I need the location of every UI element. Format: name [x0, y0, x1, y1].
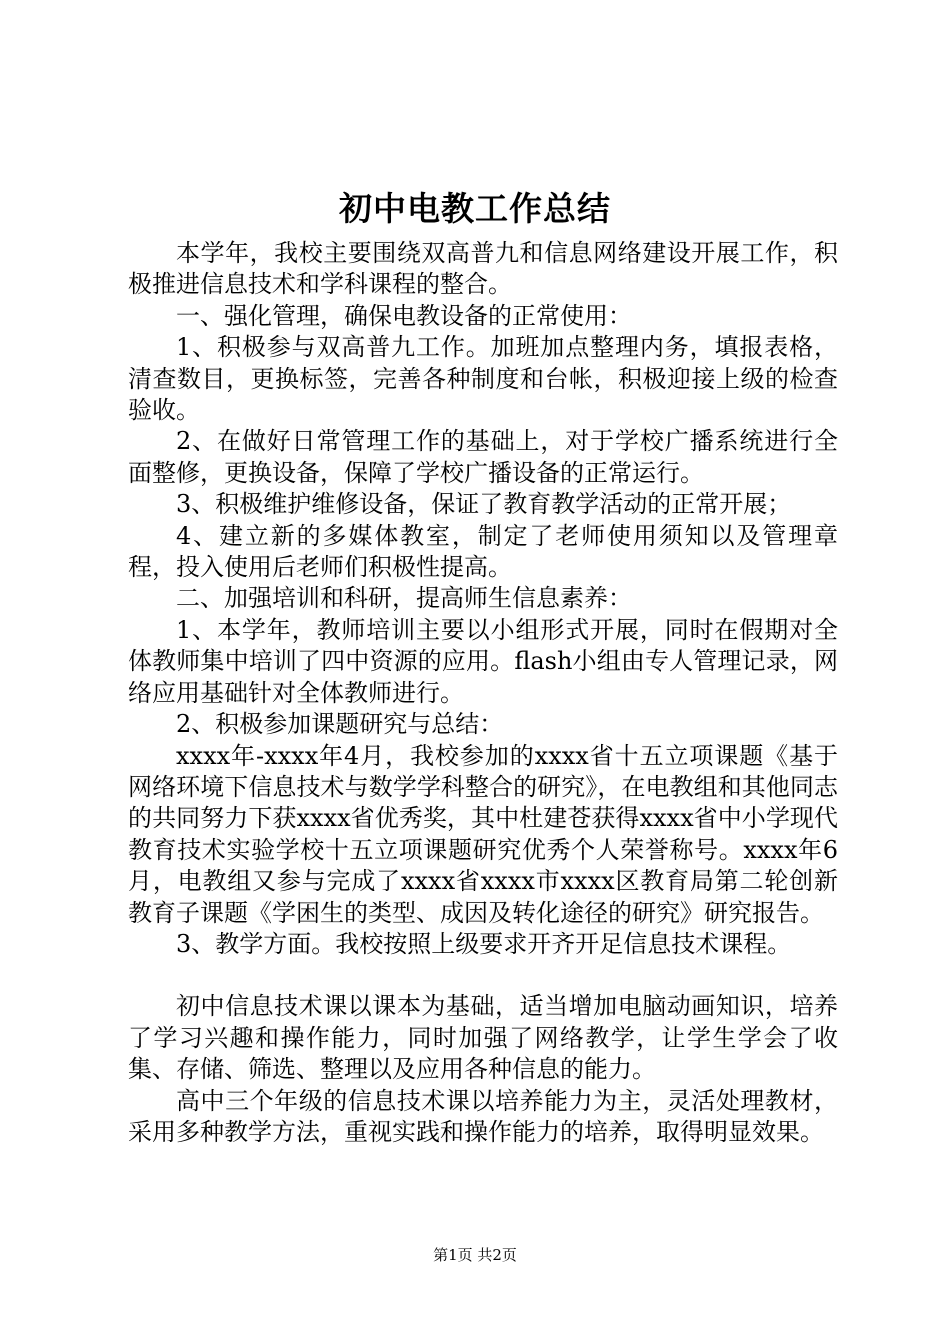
paragraph-item: 1、积极参与双高普九工作。加班加点整理内务，填报表格，清查数目，更换标签，完善各种制度和台帐，积极迎接上级的检查验收。: [128, 333, 838, 425]
paragraph-intro: 本学年，我校主要围绕双高普九和信息网络建设开展工作，积极推进信息技术和学科课程的整合。: [128, 239, 838, 299]
paragraph-item: 1、本学年，教师培训主要以小组形式开展，同时在假期对全体教师集中培训了四中资源的应用。flash小组由专人管理记录，网络应用基础针对全体教师进行。: [128, 615, 838, 707]
blank-line: [128, 960, 838, 991]
document-title: 初中电教工作总结: [339, 189, 611, 228]
paragraph-item: 4、建立新的多媒体教室，制定了老师使用须知以及管理章程，投入使用后老师们积极性提高。: [128, 521, 838, 582]
page-number: 第1页 共2页: [433, 1246, 517, 1264]
paragraph-research: xxxx年-xxxx年4月，我校参加的xxxx省十五立项课题《基于网络环境下信息技术与数学学科整合的研究》，在电教组和其他同志的共同努力下获xxxx省优秀奖，其中杜建苍获得xxxx省中小学现代教育技术实验学校十五立项课题研究优秀个人荣誉称号。xxxx年6月，电教组又参与完成了xxxx省xxxx市xxxx区教育局第二轮创新教育子课题《学困生的类型、成因及转化途径的研究》研究报告。: [128, 741, 838, 927]
paragraph-junior: 初中信息技术课以课本为基础，适当增加电脑动画知识，培养了学习兴趣和操作能力，同时加强了网络教学，让学生学会了收集、存储、筛选、整理以及应用各种信息的能力。: [128, 992, 838, 1084]
paragraph-senior: 高中三个年级的信息技术课以培养能力为主，灵活处理教材，采用多种教学方法，重视实践和操作能力的培养，取得明显效果。: [128, 1086, 838, 1146]
paragraph-item: 3、教学方面。我校按照上级要求开齐开足信息技术课程。: [176, 929, 792, 958]
section-heading-training: 二、加强培训和科研，提高师生信息素养：: [176, 584, 632, 613]
paragraph-item: 3、积极维护维修设备，保证了教育教学活动的正常开展；: [176, 490, 792, 519]
section-heading-management: 一、强化管理，确保电教设备的正常使用：: [176, 301, 632, 330]
document-body: [128, 238, 838, 1148]
paragraph-item: 2、积极参加课题研究与总结：: [176, 710, 504, 739]
paragraph-item: 2、在做好日常管理工作的基础上，对于学校广播系统进行全面整修，更换设备，保障了学校广播设备的正常运行。: [128, 427, 838, 487]
